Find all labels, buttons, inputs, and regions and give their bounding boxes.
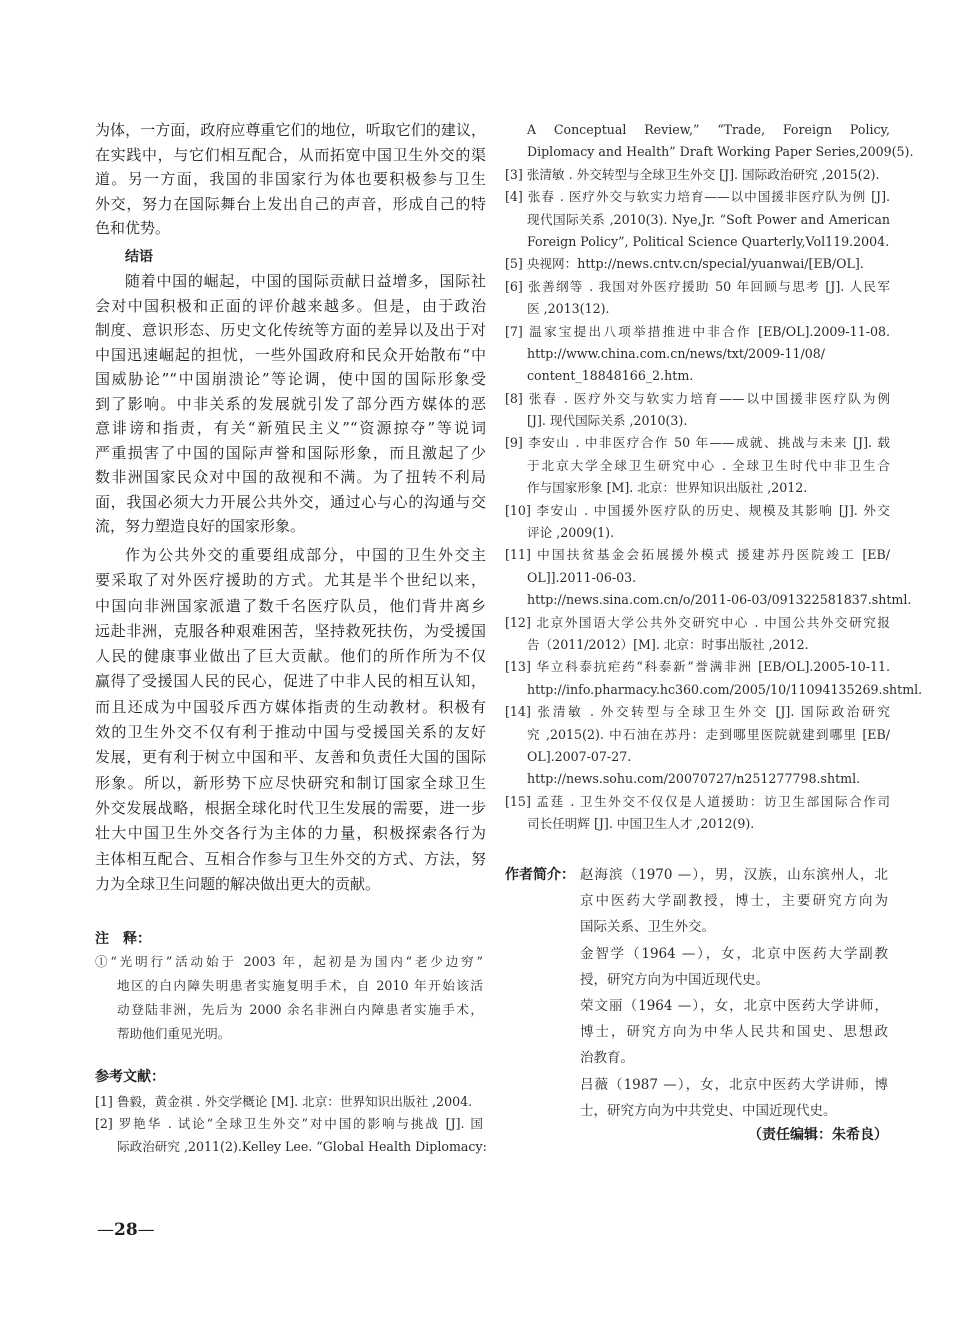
text-line: [8] 张春 . 医疗外交与软实力培育——以中国援非医疗队为例: [505, 390, 890, 406]
text-line: 医 ,2013(12).: [527, 301, 610, 317]
reference-item: [95, 1091, 483, 1113]
text-line: 帮助他们重见光明。: [117, 1026, 231, 1041]
text-line: 究 ,2015(2). 中石油在苏丹：走到哪里医院就建到哪里 [EB/: [527, 726, 890, 742]
text-line: [11] 中国扶贫基金会拓展援外模式 援建苏丹医院竣工 [EB/: [505, 547, 890, 563]
text-line: [3] 张清敏 . 外交转型与全球卫生外交 [J]. 国际政治研究 ,2015(2).: [505, 166, 880, 182]
text-line: 京中医药大学副教授，博士，主要研究方向为: [580, 893, 888, 910]
text-line: [9] 李安山 . 中非医疗合作 50 年——成就、挑战与未来 [J]. 载: [505, 435, 890, 451]
author-bio: [580, 993, 888, 1072]
text-line: 到了影响。中非关系的发展就引发了部分西方媒体的恶: [95, 394, 486, 413]
reference-item: [505, 119, 914, 164]
text-line: 授，研究方向为中国近现代史。: [580, 971, 769, 988]
text-line: [5] 央视网：http://news.cntv.cn/special/yuanwai/[EB/OL].: [505, 256, 864, 272]
reference-item: [505, 612, 890, 657]
text-line: 效的卫生外交不仅有利于推动中国与受援国关系的友好: [95, 723, 486, 742]
text-line: 治教育。: [580, 1050, 634, 1067]
text-line: ①“光明行”活动始于 2003 年，起初是为国内“老少边穷”: [95, 954, 483, 969]
reference-item: [505, 186, 890, 253]
reference-item: [505, 500, 890, 545]
notes-title: 注 释：: [95, 931, 151, 947]
text-line: 地区的白内障失明患者实施复明手术，自 2010 年开始该活: [117, 978, 483, 993]
text-line: 主体相互配合、互相合作参与卫生外交的方式、方法，努: [95, 849, 486, 868]
text-line: 为体，一方面，政府应尊重它们的地位，听取它们的建议，: [95, 121, 486, 139]
text-line: 远赴非洲，克服各种艰难困苦，坚持救死扶伤，为受援国: [95, 621, 486, 640]
text-line: 吕薇（1987 —），女，北京中医药大学讲师，博: [580, 1076, 888, 1093]
text-line: 赵海滨（1970 —），男，汉族，山东滨州人，北: [580, 867, 888, 883]
text-line: 作为公共外交的重要组成部分，中国的卫生外交主: [125, 546, 486, 564]
text-line: 评论 ,2009(1).: [527, 525, 615, 541]
text-line: [10] 李安山 . 中国援外医疗队的历史、规模及其影响 [J]. 外交: [505, 502, 890, 518]
text-line: [12] 北京外国语大学公共外交研究中心 . 中国公共外交研究报: [505, 614, 890, 630]
text-line: 在实践中，与它们相互配合，从而拓宽中国卫生外交的渠: [95, 145, 486, 164]
text-line: 发展，更有利于树立中国和平、友善和负责任大国的国际: [95, 748, 486, 767]
reference-item: [95, 1113, 487, 1158]
text-line: 会对中国积极和正面的评价越来越多。但是，由于政治: [95, 296, 486, 315]
responsible-editor: （责任编辑：朱希良）: [748, 1127, 888, 1143]
text-line: 于北京大学全球卫生研究中心 . 全球卫生时代中非卫生合: [527, 457, 890, 473]
author-bio: [580, 862, 888, 941]
text-line: 严重损害了中国的国际声誉和国际形象，而且激起了少: [95, 443, 486, 462]
text-line: 士，研究方向为中共党史、中国近现代史。: [580, 1102, 837, 1119]
text-line: http://news.sohu.com/20070727/n251277798.shtml.: [527, 771, 861, 787]
text-line: 动登陆非洲，先后为 2000 余名非洲白内障患者实施手术，: [117, 1002, 483, 1017]
paragraph-conclusion-2: [95, 543, 486, 897]
references-list-right: [505, 119, 923, 836]
reference-item: [505, 544, 912, 611]
reference-item: [505, 432, 890, 499]
text-line: 流，努力塑造良好的国家形象。: [95, 517, 306, 535]
text-line: 而且还成为中国驳斥西方媒体指责的生动教材。积极有: [95, 697, 486, 716]
text-line: http://info.pharmacy.hc360.com/2005/10/11094135269.shtml.: [527, 681, 923, 697]
page-number-value: 28: [114, 1220, 138, 1240]
text-line: 现代国际关系 ,2010(3). Nye,Jr. “Soft Power and American: [527, 211, 890, 227]
text-line: Diplomacy and Health” Draft Working Paper Series,2009(5).: [527, 144, 914, 160]
text-line: [1] 鲁毅，黄金祺 . 外交学概论 [M]. 北京：世界知识出版社 ,2004.: [95, 1094, 473, 1109]
reference-item: [505, 321, 890, 388]
text-line: 制度、意识形态、历史文化传统等方面的差异以及出于对: [95, 321, 486, 339]
text-line: 中国迅速崛起的担忧，一些外国政府和民众开始散布“中: [95, 345, 486, 364]
text-line: 博士，研究方向为中华人民共和国史、思想政: [580, 1024, 888, 1041]
text-line: OL].2007-07-27.: [527, 748, 632, 764]
section-heading-conclusion: 结语: [125, 249, 153, 265]
text-line: [15] 孟莛 . 卫生外交不仅仅是人道援助：访卫生部国际合作司: [505, 793, 890, 809]
author-bio: [580, 941, 888, 993]
text-line: 形象。所以，新形势下应尽快研究和制订国家全球卫生: [95, 773, 486, 792]
text-line: [14] 张清敏 . 外交转型与全球卫生外交 [J]. 国际政治研究: [505, 704, 890, 720]
text-line: 色和优势。: [95, 219, 171, 237]
text-line: OL]].2011-06-03.: [527, 569, 637, 585]
text-line: [7] 温家宝提出八项举措推进中非合作 [EB/OL].2009-11-08.: [505, 323, 890, 339]
text-line: [2] 罗艳华 . 试论“全球卫生外交”对中国的影响与挑战 [J]. 国: [95, 1116, 483, 1132]
text-line: 中国向非洲国家派遣了数千名医疗队员，他们背井离乡: [95, 596, 486, 615]
notes-list: [95, 950, 483, 1046]
text-line: 国威胁论”“中国崩溃论”等论调，使中国的国际形象受: [95, 370, 486, 388]
reference-item: [505, 701, 890, 791]
text-line: 外交发展战略，根据全球化时代卫生发展的需要，进一步: [95, 798, 486, 817]
text-line: 力为全球卫生问题的解决做出更大的贡献。: [95, 874, 381, 893]
reference-item: [505, 388, 890, 433]
references-title: 参考文献：: [95, 1069, 165, 1085]
text-line: 司长任明辉 [J]. 中国卫生人才 ,2012(9).: [527, 816, 755, 832]
reference-item: [505, 164, 890, 186]
references-list-left: [95, 1091, 487, 1158]
text-line: 际政治研究 ,2011(2).Kelley Lee. “Global Health Diplomacy:: [117, 1138, 487, 1154]
text-line: 要采取了对外医疗援助的方式。尤其是半个世纪以来，: [95, 571, 486, 590]
text-line: 意诽谤和指责，有关“新殖民主义”“资源掠夺”等说词: [95, 419, 486, 437]
text-line: [6] 张善纲等 . 我国对外医疗援助 50 年回顾与思考 [J]. 人民军: [505, 278, 890, 294]
note-item: [95, 950, 483, 1046]
text-line: A Conceptual Review,” “Trade, Foreign Policy,: [527, 122, 890, 137]
text-line: 荣文丽（1964 —），女，北京中医药大学讲师，: [580, 997, 888, 1014]
author-bio-label: 作者简介：: [505, 867, 575, 883]
text-line: [4] 张春 . 医疗外交与软实力培育——以中国援非医疗队为例 [J].: [505, 189, 890, 205]
text-line: [13] 华立科泰抗疟药“科泰新”誉满非洲 [EB/OL].2005-10-11.: [505, 659, 890, 675]
author-bio: [580, 1072, 888, 1124]
text-line: content_18848166_2.htm.: [527, 368, 694, 384]
text-line: http://news.sina.com.cn/o/2011-06-03/091322581837.shtml.: [527, 592, 912, 608]
reference-item: [505, 656, 923, 701]
text-line: 人民的健康事业做出了巨大贡献。他们的所作所为不仅: [95, 647, 486, 666]
page-number: —28—: [97, 1220, 155, 1240]
text-line: 道。另一方面，我国的非国家行为体也要积极参与卫生: [95, 170, 486, 188]
text-line: 面，我国必须大力开展公共外交，通过心与心的沟通与交: [95, 492, 486, 511]
text-line: 外交，努力在国际舞台上发出自己的声音，形成自己的特: [95, 194, 486, 213]
reference-item: [505, 791, 890, 836]
text-line: http://www.china.com.cn/news/txt/2009-11/08/: [527, 345, 826, 361]
text-line: 金智学（1964 —），女，北京中医药大学副教: [580, 945, 888, 962]
paragraph-continued: [95, 118, 486, 241]
text-line: 国际关系、卫生外交。: [580, 919, 715, 936]
text-line: Foreign Policy”, Political Science Quarterly,Vol119.2004.: [527, 233, 890, 249]
text-line: 赢得了受援国人民的民心，促进了中非人民的相互认知，: [95, 672, 486, 691]
paragraph-conclusion-1: [95, 269, 486, 539]
text-line: 作与国家形象 [M]. 北京：世界知识出版社 ,2012.: [527, 480, 808, 496]
text-line: 壮大中国卫生外交各行为主体的力量，积极探索各行为: [95, 824, 486, 843]
text-line: 随着中国的崛起，中国的国际贡献日益增多，国际社: [125, 272, 486, 290]
text-line: 数非洲国家民众对中国的敌视和不满。为了扭转不利局: [95, 468, 486, 486]
text-line: 告（2011/2012）[M]. 北京：时事出版社 ,2012.: [527, 636, 809, 652]
text-line: [J]. 现代国际关系 ,2010(3).: [527, 413, 688, 429]
reference-item: [505, 276, 890, 321]
author-bios: [580, 862, 888, 1124]
reference-item: [505, 253, 890, 275]
